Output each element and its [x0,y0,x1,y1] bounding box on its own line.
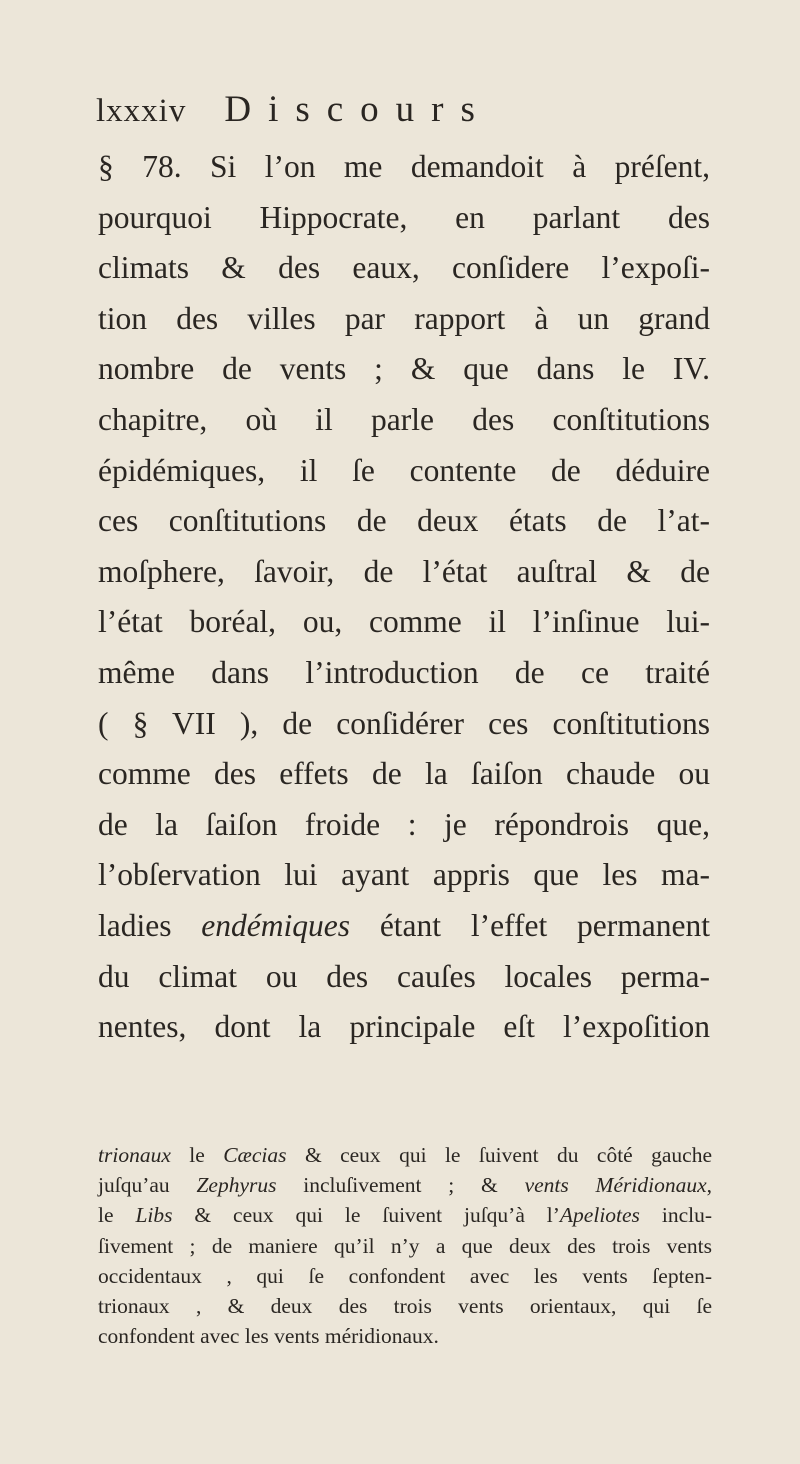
text-line: chapitre, où il parle des conſtitutions [98,401,710,437]
italic-term: Libs [135,1203,173,1228]
text-line: ( § VII ), de conſidérer ces conſtitutions [98,705,710,741]
text-line: comme des effets de la ſaiſon chaude ou [98,756,710,792]
text-line: § 78. Si l’on me demandoit à préſent, [98,149,710,184]
main-text [98,142,710,1053]
text-segment: & ceux qui le ſuivent juſqu’à l’ [172,1203,560,1228]
text-segment: , [706,1173,712,1198]
text-line: climats & des eaux, conſidere l’expoſi- [98,250,710,286]
page-number: lxxxiv [96,93,187,129]
italic-term: trionaux [98,1143,171,1167]
footnote-line [98,1321,712,1351]
text-segment: étant l’effet permanent [350,907,710,943]
text-line: pourquoi Hippocrate, en parlant des [98,199,710,235]
text-segment: occidentaux , qui ſe confondent avec les vents ſepten- [98,1263,712,1288]
text-line: épidémiques, il ſe contente de déduire [98,452,710,488]
italic-term: Zephyrus [196,1173,277,1198]
footnote-line [98,1291,712,1321]
text-line: moſphere, ſavoir, de l’état auſtral & de [98,553,710,589]
text-line: nentes, dont la principale eſt l’expoſition [98,1009,710,1045]
text-segment: juſqu’au [98,1173,197,1198]
text-segment: ladies [98,907,202,943]
text-line: nombre de vents ; & que dans le IV. [98,351,710,387]
text-segment: ſivement ; de maniere qu’il n’y a que deux des trois vents [98,1233,712,1258]
italic-term: endémiques [201,907,350,943]
italic-term: Cæcias [223,1143,287,1167]
text-line: de la ſaiſon froide : je répondrois que, [98,806,710,842]
footnote-line [98,1140,712,1170]
footnote [98,1140,712,1351]
italic-term: vents Méridionaux [524,1173,707,1198]
text-segment: confondent avec les vents méridionaux. [98,1324,439,1349]
running-title: Discours [224,89,492,130]
text-line: tion des villes par rapport à un grand [98,300,710,336]
text-segment: le [98,1203,136,1228]
page-header [96,88,716,132]
italic-term: Apeliotes [559,1203,640,1228]
text-line: du climat ou des cauſes locales perma- [98,958,710,994]
text-segment: inclu- [639,1203,712,1228]
text-segment: le [170,1143,224,1167]
footnote-line [98,1231,712,1261]
text-line-italic [98,901,710,952]
footnote-line [98,1200,712,1230]
text-line: l’obſervation lui ayant appris que les ma- [98,857,710,893]
text-line: ces conſtitutions de deux états de l’at- [98,503,710,539]
footnote-line [98,1170,712,1200]
text-line: l’état boréal, ou, comme il l’inſinue lui- [98,604,710,640]
footnote-line [98,1261,712,1291]
text-segment: trionaux , & deux des trois vents orientaux, qui ſe [98,1293,712,1318]
text-segment: incluſivement ; & [276,1173,525,1198]
text-segment: & ceux qui le ſuivent du côté gauche [286,1143,712,1167]
text-line: même dans l’introduction de ce traité [98,654,710,690]
